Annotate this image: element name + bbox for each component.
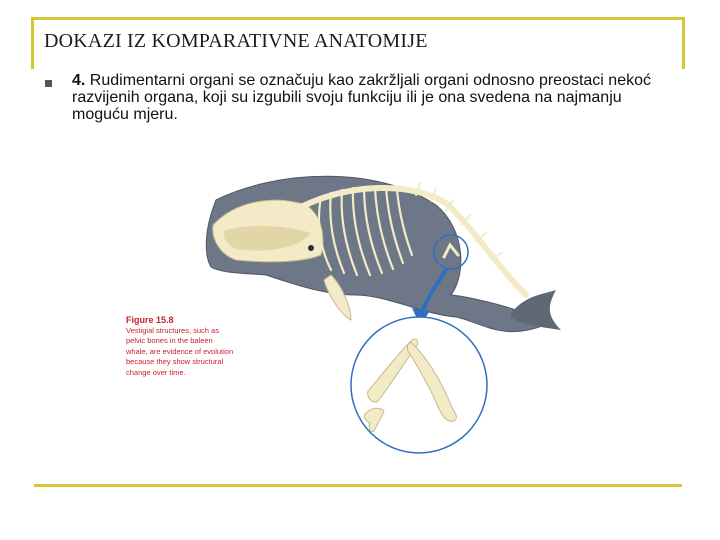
figure-label: Figure 15.8 [126, 315, 174, 325]
frame-left-line [31, 17, 34, 69]
bullet-number: 4. [72, 72, 86, 89]
frame-right-line [682, 17, 685, 69]
bullet-square-icon [45, 80, 52, 87]
slide-title: DOKAZI IZ KOMPARATIVNE ANATOMIJE [44, 30, 428, 52]
frame-top-line [33, 17, 685, 20]
bullet-text [72, 72, 662, 123]
whale-skeleton-illustration [116, 145, 591, 455]
figure-caption: Vestigial structures, such as pelvic bones in the baleen whale, are evidence of evolution because they show structural change over time. [126, 326, 234, 377]
bullet-body: Rudimentarni organi se označuju kao zakržljali organi odnosno preostaci nekoć razvijenih organa, koji su izgubili svoju funkciju ili je ona svedena na najmanju moguću mjeru. [72, 72, 651, 123]
frame-bottom-line [34, 484, 682, 487]
enlarged-pelvis-circle [351, 317, 487, 453]
whale-eye [308, 245, 314, 251]
